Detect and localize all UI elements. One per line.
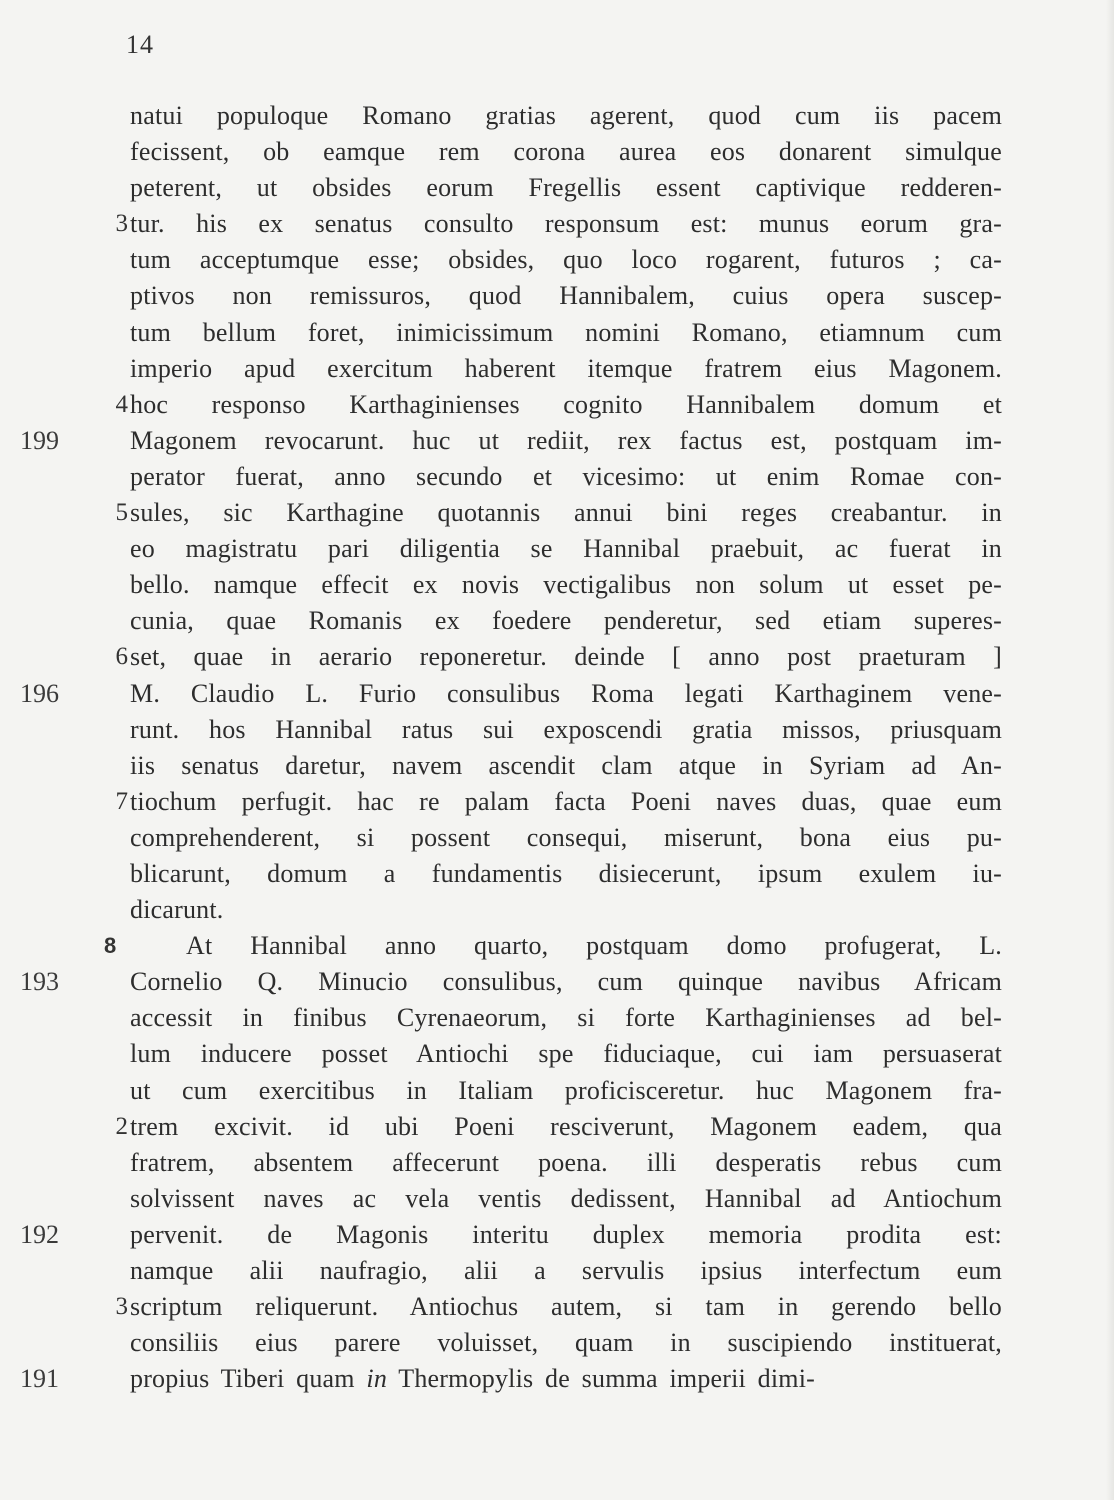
margin-year: 192: [20, 1219, 59, 1249]
text-line: [0, 1325, 1114, 1361]
text-line: [0, 1217, 1114, 1253]
line-text: ut cum exercitibus in Italiam proficisceretur. huc Magonem fra-: [130, 1075, 1002, 1105]
text-line: [0, 856, 1114, 892]
section-number: 7: [115, 787, 128, 815]
line-text-italic: in: [366, 1364, 388, 1394]
text-line: [0, 1253, 1114, 1289]
line-text: accessit in finibus Cyrenaeorum, si forte Karthaginienses ad bel-: [130, 1003, 1002, 1033]
section-number: 3: [115, 1293, 128, 1321]
text-line: [0, 603, 1114, 639]
margin-year: 191: [20, 1364, 59, 1394]
line-text: At Hannibal anno quarto, postquam domo profugerat, L.: [186, 931, 1002, 961]
line-text: set, quae in aerario reponeretur. deinde [ anno post praeturam ]: [130, 642, 1002, 672]
text-line: [0, 170, 1114, 206]
text-line: [0, 278, 1114, 314]
page-number: 14: [126, 30, 154, 59]
section-number: 5: [115, 499, 128, 527]
line-text: ptivos non remissuros, quod Hannibalem, cuius opera suscep-: [130, 281, 1002, 311]
text-line: [0, 1036, 1114, 1072]
line-text: pervenit. de Magonis interitu duplex memoria prodita est:: [130, 1219, 1002, 1249]
text-line: [0, 1361, 1114, 1397]
text-line: [0, 206, 1114, 242]
text-line: [0, 784, 1114, 820]
section-number: 6: [115, 643, 128, 671]
text-line: [0, 639, 1114, 675]
line-text: imperio apud exercitum haberent itemque fratrem eius Magonem.: [130, 353, 1002, 383]
line-text: eo magistratu pari diligentia se Hannibal praebuit, ac fuerat in: [130, 534, 1002, 564]
text-line: [0, 98, 1114, 134]
text-line: [0, 351, 1114, 387]
line-text-part: propius Tiberi quam: [130, 1364, 367, 1394]
text-body: [0, 98, 1114, 1397]
line-text: solvissent naves ac vela ventis dedissent, Hannibal ad Antiochum: [130, 1183, 1002, 1213]
text-line: [0, 1289, 1114, 1325]
text-line: [0, 134, 1114, 170]
line-text: lum inducere posset Antiochi spe fiduciaque, cui iam persuaserat: [130, 1039, 1002, 1069]
text-line: [0, 820, 1114, 856]
line-text: fecissent, ob eamque rem corona aurea eos donarent simulque: [130, 137, 1002, 167]
text-line: [0, 1181, 1114, 1217]
margin-year: 199: [20, 425, 59, 455]
page-edge-shadow: [1106, 0, 1114, 1500]
text-line: [0, 676, 1114, 712]
line-text: trem excivit. id ubi Poeni resciverunt, Magonem eadem, qua: [130, 1111, 1002, 1141]
text-line: [0, 892, 1114, 928]
text-line: [0, 712, 1114, 748]
line-text: tum bellum foret, inimicissimum nomini Romano, etiamnum cum: [130, 317, 1002, 347]
text-line: [0, 748, 1114, 784]
text-line: [0, 495, 1114, 531]
text-line: [0, 567, 1114, 603]
line-text: namque alii naufragio, alii a servulis ipsius interfectum eum: [130, 1256, 1002, 1285]
line-text: tiochum perfugit. hac re palam facta Poeni naves duas, quae eum: [130, 786, 1002, 816]
line-text: bello. namque effecit ex novis vectigalibus non solum ut esset pe-: [130, 570, 1002, 600]
text-line: [0, 315, 1114, 351]
margin-year: 196: [20, 678, 59, 708]
section-number: 2: [115, 1112, 128, 1140]
line-text: peterent, ut obsides eorum Fregellis essent captivique redderen-: [130, 173, 1002, 203]
line-text: M. Claudio L. Furio consulibus Roma legati Karthaginem vene-: [130, 678, 1002, 708]
section-number: 3: [115, 210, 128, 238]
line-text: tur. his ex senatus consulto responsum est: munus eorum gra-: [130, 209, 1002, 239]
line-text: consiliis eius parere voluisset, quam in suscipiendo instituerat,: [130, 1328, 1002, 1358]
line-text: Magonem revocarunt. huc ut rediit, rex factus est, postquam im-: [130, 425, 1002, 455]
line-text: fratrem, absentem affecerunt poena. illi desperatis rebus cum: [130, 1147, 1002, 1177]
line-text: cunia, quae Romanis ex foedere penderetur, sed etiam superes-: [130, 606, 1002, 636]
text-line: [0, 531, 1114, 567]
line-text: blicarunt, domum a fundamentis disiecerunt, ipsum exulem iu-: [130, 858, 1002, 888]
text-line: [0, 242, 1114, 278]
chapter-number: 8: [104, 933, 117, 959]
line-text: [130, 1361, 1002, 1397]
line-text: dicarunt.: [130, 895, 224, 925]
line-text: perator fuerat, anno secundo et vicesimo: ut enim Romae con-: [130, 461, 1002, 491]
line-text: Cornelio Q. Minucio consulibus, cum quinque navibus Africam: [130, 967, 1002, 997]
line-text: sules, sic Karthagine quotannis annui bini reges creabantur. in: [130, 498, 1002, 528]
line-text: scriptum reliquerunt. Antiochus autem, si tam in gerendo bello: [130, 1292, 1002, 1322]
line-text-part: Thermopylis de summa imperii dimi-: [387, 1364, 816, 1394]
text-line: [0, 1109, 1114, 1145]
text-line: [0, 964, 1114, 1000]
text-line: [0, 387, 1114, 423]
line-text: iis senatus daretur, navem ascendit clam atque in Syriam ad An-: [130, 750, 1002, 780]
section-number: 4: [115, 390, 128, 418]
line-text: runt. hos Hannibal ratus sui exposcendi gratia missos, priusquam: [130, 714, 1002, 744]
line-text: comprehenderent, si possent consequi, miserunt, bona eius pu-: [130, 822, 1002, 852]
margin-year: 193: [20, 967, 59, 997]
text-line: [0, 1073, 1114, 1109]
text-line: [0, 1000, 1114, 1036]
line-text: natui populoque Romano gratias agerent, quod cum iis pacem: [130, 101, 1002, 130]
line-text: hoc responso Karthaginienses cognito Hannibalem domum et: [130, 389, 1002, 419]
text-line: [0, 459, 1114, 495]
text-line: [0, 928, 1114, 964]
text-line: [0, 423, 1114, 459]
line-text: tum acceptumque esse; obsides, quo loco rogarent, futuros ; ca-: [130, 245, 1002, 275]
text-line: [0, 1145, 1114, 1181]
